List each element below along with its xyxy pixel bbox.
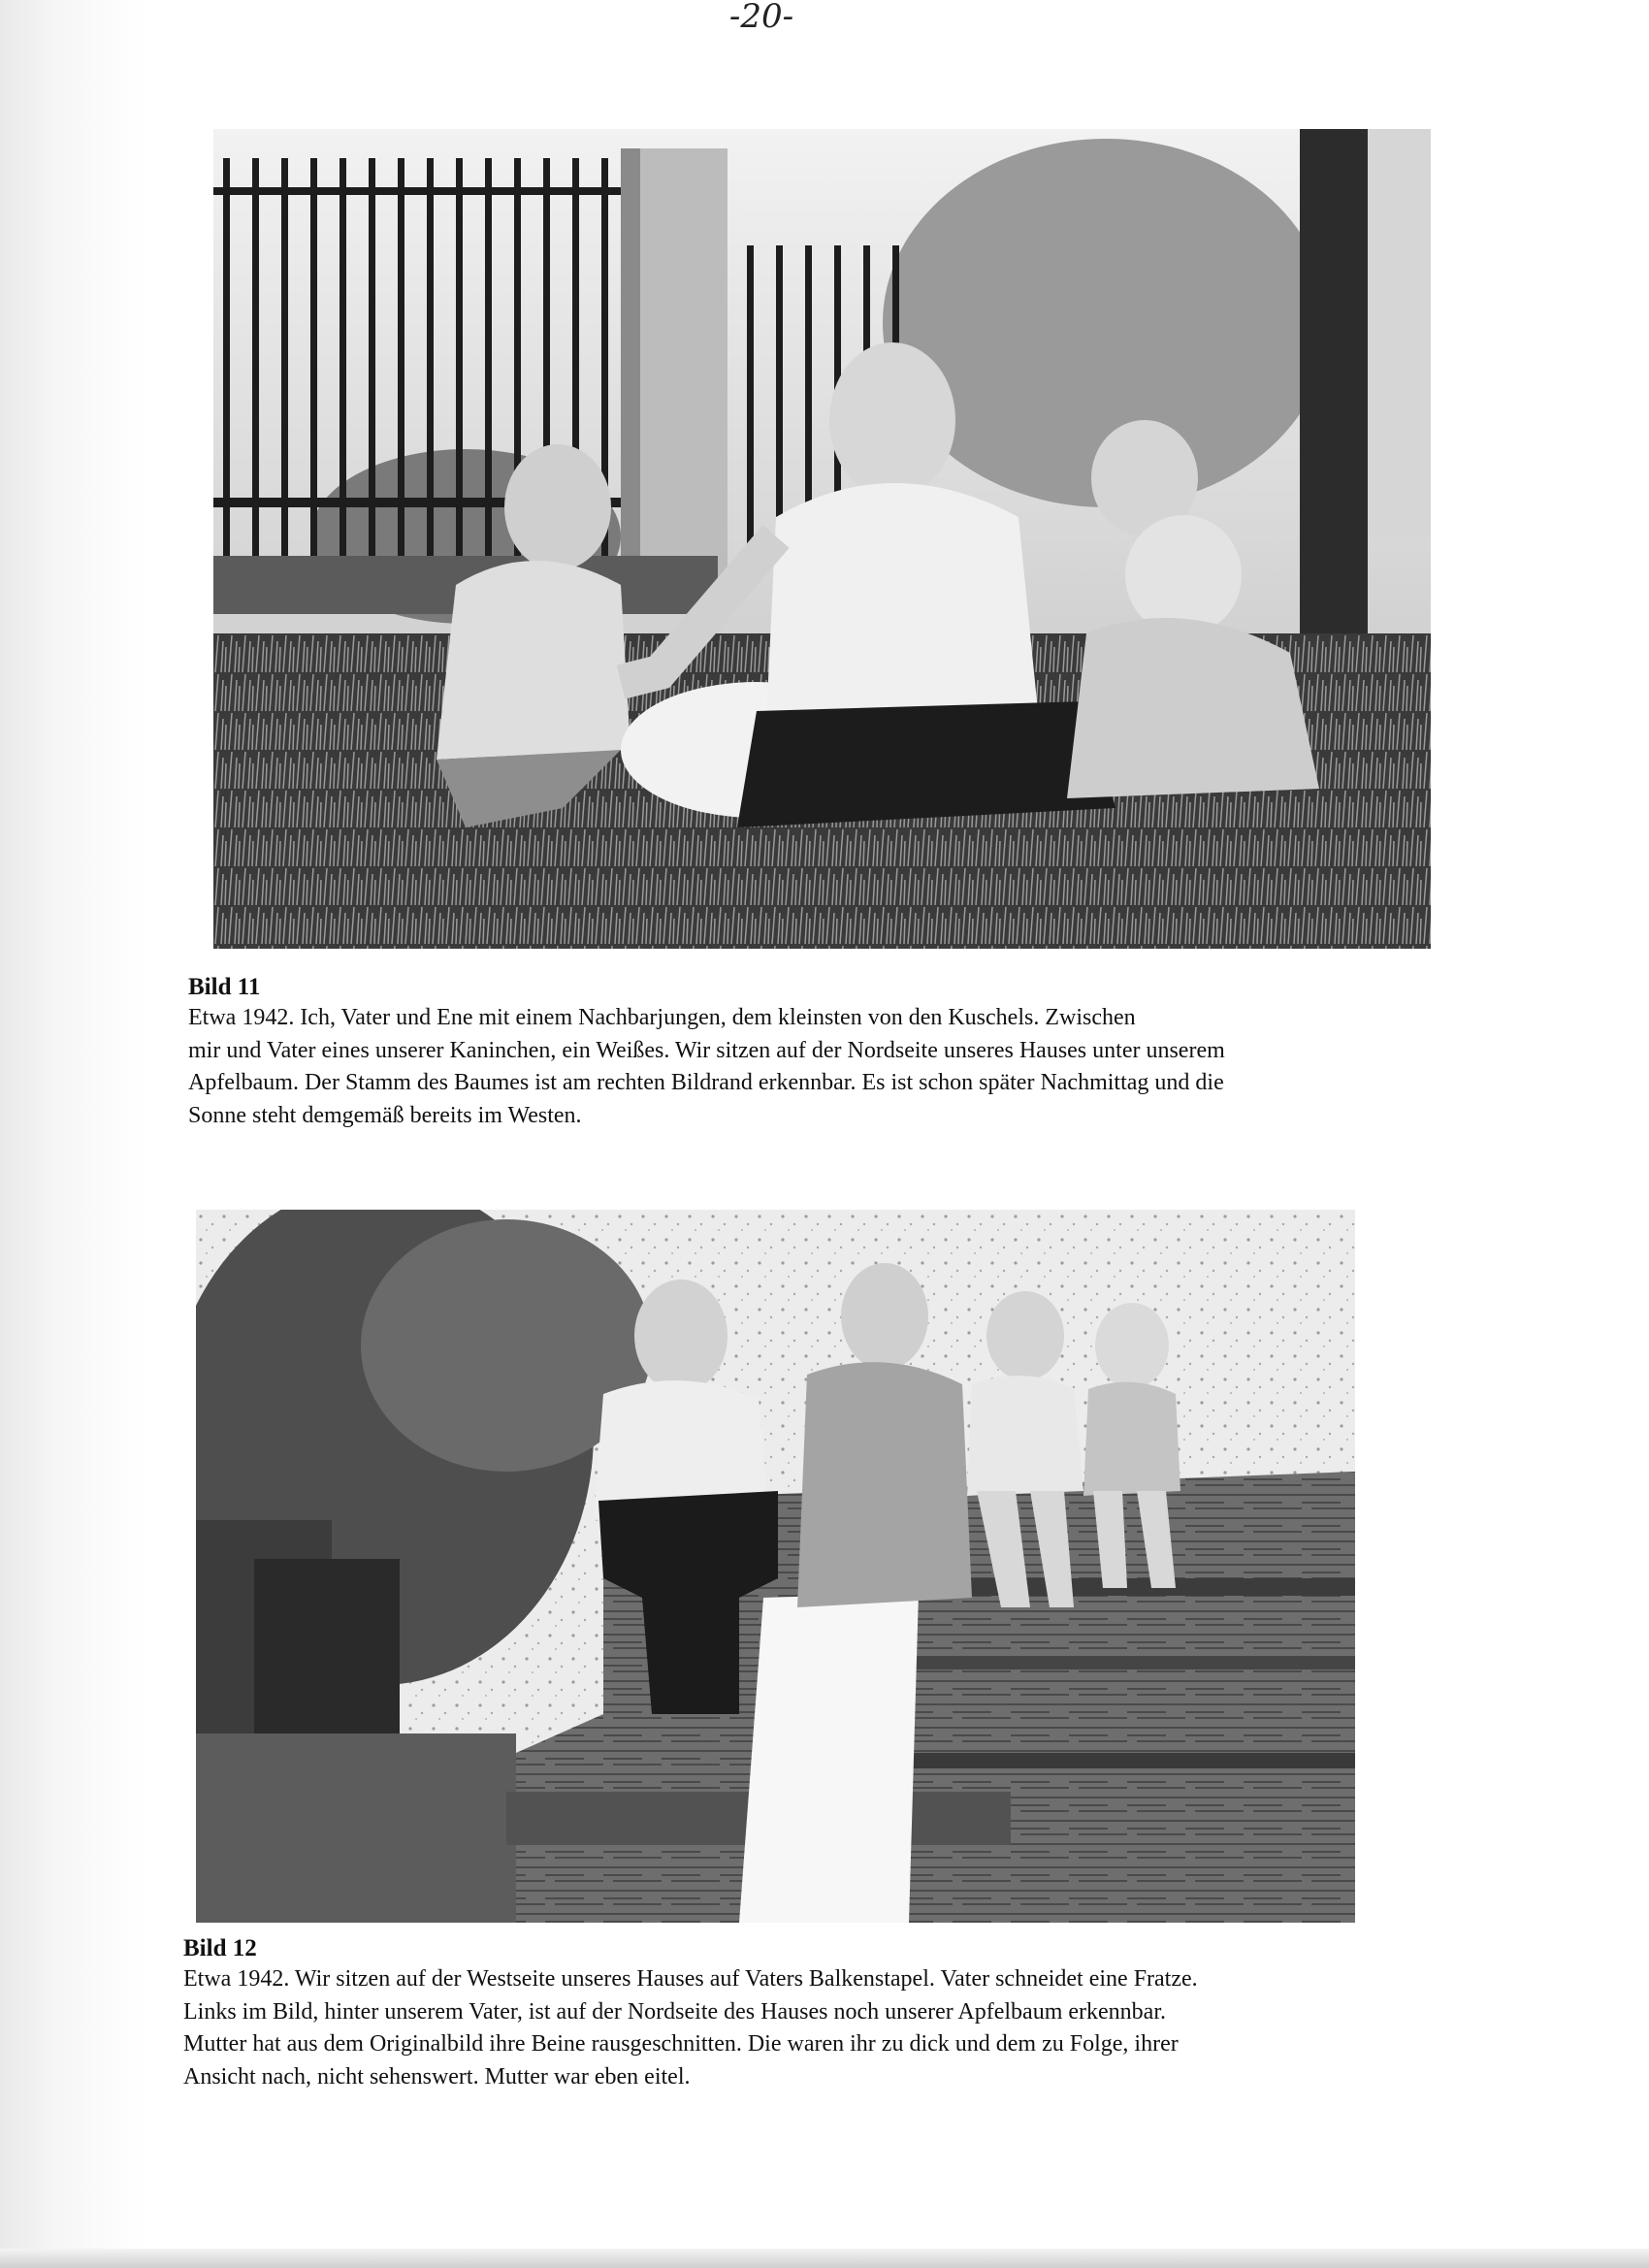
caption-line: Etwa 1942. Ich, Vater und Ene mit einem Nachbarjungen, dem kleinsten von den Kuschels. Zwischen	[188, 1005, 1136, 1030]
page-number: -20-	[728, 0, 794, 36]
scan-shadow-bottom	[0, 2249, 1649, 2268]
photo-bild-11-image	[213, 129, 1431, 949]
caption-line: Sonne steht demgemäß bereits im Westen.	[188, 1102, 582, 1128]
figure-caption	[183, 1963, 1444, 2093]
caption-line: Etwa 1942. Wir sitzen auf der Westseite unseres Hauses auf Vaters Balkenstapel. Vater schneidet eine Fratze.	[183, 1966, 1198, 1992]
figure-title: Bild 12	[183, 1935, 257, 1961]
photo-bild-11	[213, 129, 1431, 949]
figure-caption	[188, 1002, 1449, 1132]
caption-line: Mutter hat aus dem Originalbild ihre Beine rausgeschnitten. Die waren ihr zu dick und dem zu Folge, ihrer	[183, 2031, 1179, 2057]
caption-line: Apfelbaum. Der Stamm des Baumes ist am rechten Bildrand erkennbar. Es ist schon später Nachmittag und die	[188, 1070, 1224, 1095]
photo-bild-12-image	[196, 1210, 1355, 1923]
photo-bild-12	[196, 1210, 1355, 1923]
scan-shadow-left	[0, 0, 146, 2268]
caption-line: mir und Vater eines unserer Kaninchen, ein Weißes. Wir sitzen auf der Nordseite unseres Hauses unter unserem	[188, 1037, 1225, 1063]
figure-title: Bild 11	[188, 974, 261, 1000]
caption-line: Links im Bild, hinter unserem Vater, ist auf der Nordseite des Hauses noch unserer Apfelbaum erkennbar.	[183, 1998, 1166, 2025]
caption-line: Ansicht nach, nicht sehenswert. Mutter war eben eitel.	[183, 2063, 691, 2090]
